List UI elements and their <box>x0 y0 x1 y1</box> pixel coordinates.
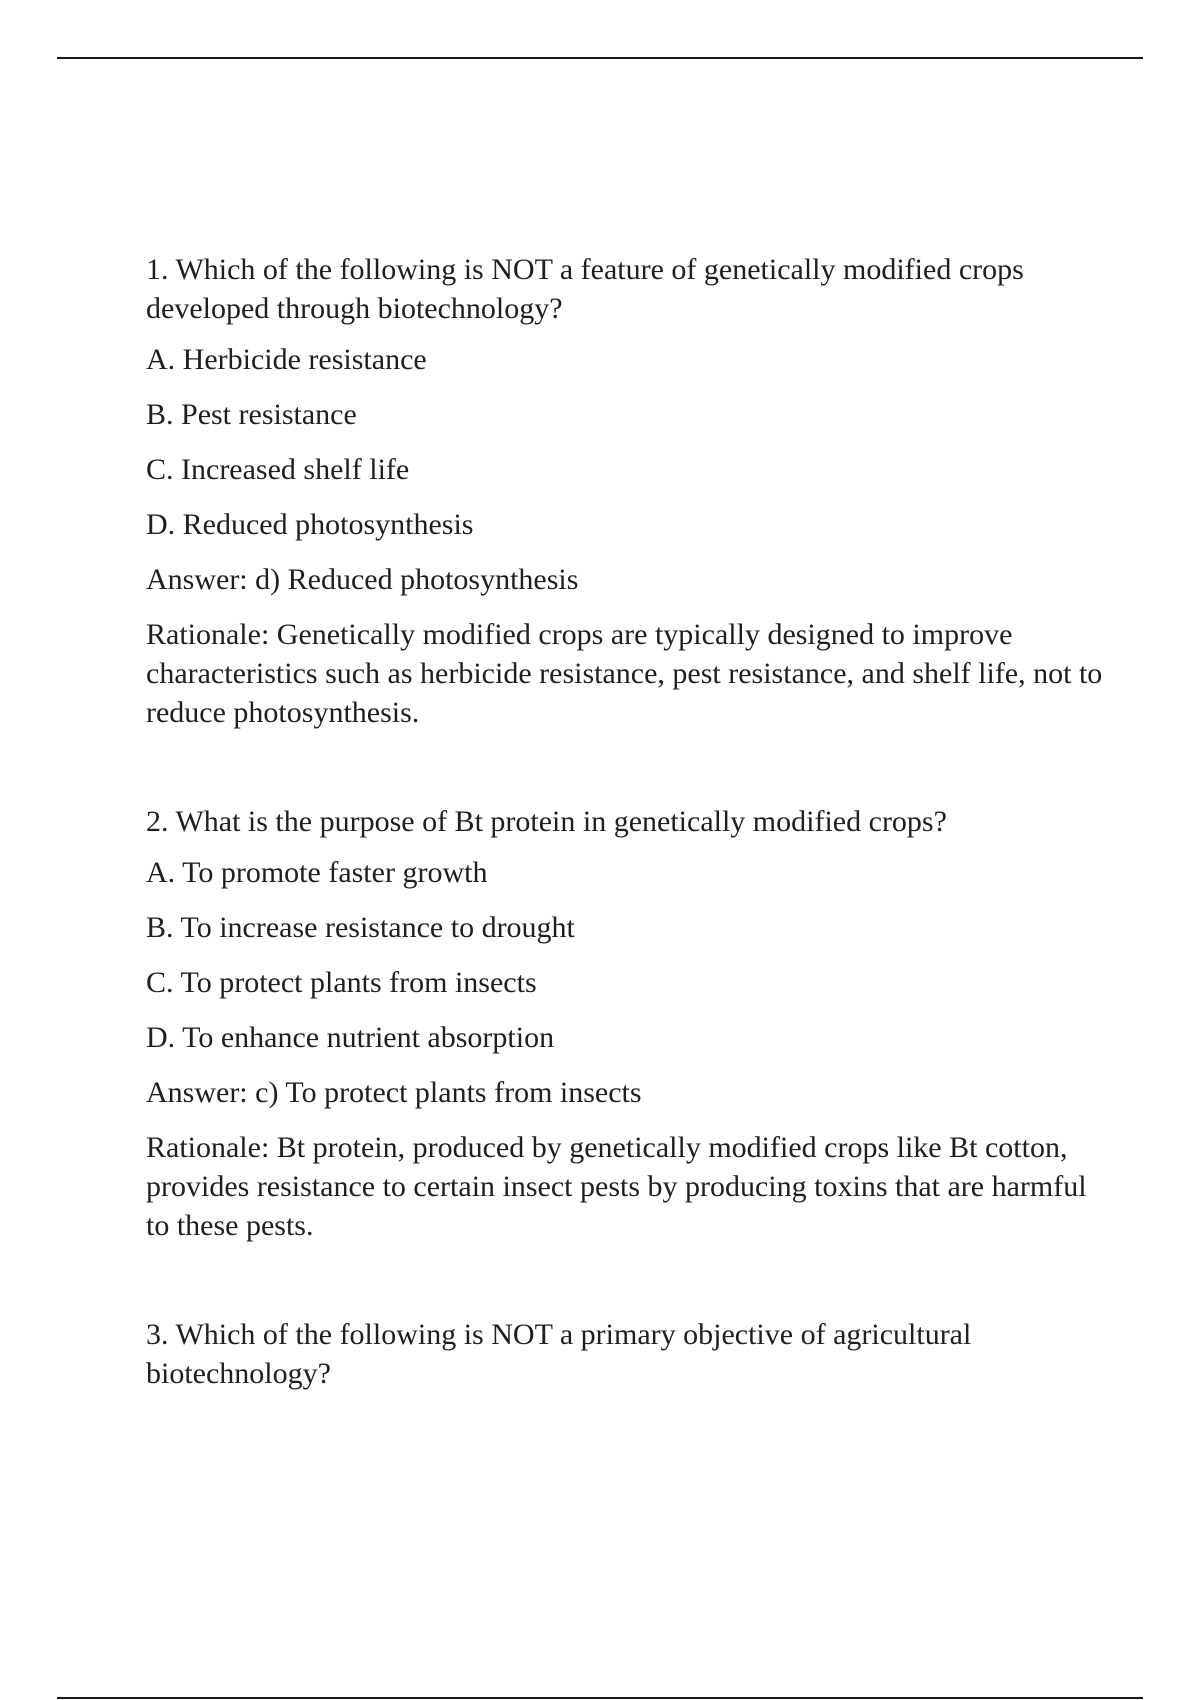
option-b: B. Pest resistance <box>146 398 357 431</box>
answer-text: Answer: c) To protect plants from insects <box>146 1076 642 1109</box>
question-block-2 <box>146 802 1106 1245</box>
rationale-text: Rationale: Bt protein, produced by genetically modified crops like Bt cotton, provides resistance to certain insect pests by producing toxins that are harmful to these pests. <box>146 1131 1087 1242</box>
option-c: C. To protect plants from insects <box>146 966 537 999</box>
bottom-rule <box>57 1697 1143 1699</box>
option-d: D. Reduced photosynthesis <box>146 508 474 541</box>
question-block-3 <box>146 1315 1106 1393</box>
document-body <box>146 250 1106 1463</box>
rationale-text: Rationale: Genetically modified crops are typically designed to improve characteristics such as herbicide resistance, pest resistance, and shelf life, not to reduce photosynthesis. <box>146 618 1103 729</box>
question-text: 1. Which of the following is NOT a feature of genetically modified crops developed through biotechnology? <box>146 253 1024 325</box>
option-a: A. To promote faster growth <box>146 856 488 889</box>
top-rule <box>57 57 1143 59</box>
answer-text: Answer: d) Reduced photosynthesis <box>146 563 579 596</box>
option-d: D. To enhance nutrient absorption <box>146 1021 555 1054</box>
question-block-1 <box>146 250 1106 732</box>
question-text: 3. Which of the following is NOT a primary objective of agricultural biotechnology? <box>146 1318 972 1390</box>
option-a: A. Herbicide resistance <box>146 343 427 376</box>
option-b: B. To increase resistance to drought <box>146 911 575 944</box>
question-text: 2. What is the purpose of Bt protein in genetically modified crops? <box>146 805 947 838</box>
option-c: C. Increased shelf life <box>146 453 410 486</box>
